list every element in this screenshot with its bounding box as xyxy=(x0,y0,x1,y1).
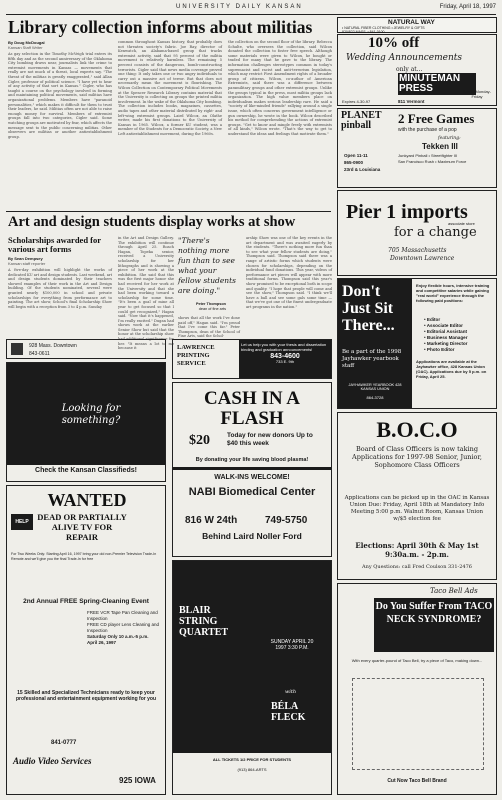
ad-lawrence-printing[interactable] xyxy=(172,339,332,379)
wanted-date: Saturday Only 10 a.m.-5 p.m. xyxy=(87,634,149,639)
bela-date: SUNDAY APRIL 20 1997 3:30 P.M. xyxy=(270,639,314,651)
taco-brand: Taco Bell Ads xyxy=(430,587,478,595)
jayhawker-headline: Don't Just Sit There... xyxy=(342,283,395,334)
taco-coupon[interactable] xyxy=(352,678,484,770)
ad-nabi-cash[interactable] xyxy=(172,382,332,557)
story1-headline: Library collection informs about militias xyxy=(8,17,313,37)
minuteman-address: 811 Vermont xyxy=(398,99,425,104)
masthead-rule xyxy=(6,14,496,15)
ad-planet-pinball[interactable] xyxy=(337,108,497,188)
cash-brand: NABI Biomedical Center xyxy=(188,486,316,498)
pinball-brand: PLANET pinball xyxy=(341,110,382,131)
ad-check-classifieds[interactable] xyxy=(6,362,166,482)
pinball-phone: 865-0900 xyxy=(344,160,364,165)
ad-bela-fleck[interactable] xyxy=(172,560,332,795)
jayhawker-dark-panel xyxy=(338,279,412,408)
taco-footer: Cut Now Taco Bell Brand xyxy=(387,778,447,784)
classifieds-text1: Looking for something? xyxy=(61,403,121,426)
pinball-game: Tekken III xyxy=(422,142,458,151)
story2-rule xyxy=(6,211,331,212)
cash-walkins: WALK-INS WELCOME! xyxy=(214,474,290,481)
jayhawker-position: • Associate Editor xyxy=(424,323,463,328)
wanted-free2: FREE CD player Lens Cleaning and Inspection xyxy=(87,622,160,633)
taco-sub: With every quarter-pound of Taco Bell, try a piece of Taco, making down... xyxy=(351,658,483,663)
printing-phone: 843-4600 xyxy=(270,353,300,360)
cash-divider xyxy=(173,467,331,470)
minuteman-line1: Wedding Announcements xyxy=(346,53,463,63)
pinball-games2: Junkyard Pinball • Streetfighter III xyxy=(398,153,458,158)
ad-boco[interactable] xyxy=(337,412,497,580)
cash-phone: 749-5750 xyxy=(265,515,308,526)
bela-footer xyxy=(173,753,331,794)
story1-byline-role: Kansan Staff Writer xyxy=(8,45,43,50)
pier1-tag2: for a change xyxy=(394,225,477,240)
story2-col2: in the Art and Design Gallery. The exhibition will continue through April 25. Roach Hagan, Topeka senior, received a University scholarship for her lithographs and is showing a piece of her work at the exhibition. She said that this was the first major honor she had received for her work at the University and that she had been working toward a scholarship for some time. "It's been a goal of mine all year to get focused so that I could get recognized," Hagan said. "Now that it's happened, I'm really excited." Dugan had shown work at the earlier Senior Show but said that the honor at the scholarship show had additional significance for her. "It means a lot to me because it xyxy=(118,236,174,351)
pull-quote-role: dean of fine arts xyxy=(198,306,226,311)
printing-panel xyxy=(239,340,331,378)
pull-quote-attr xyxy=(196,302,226,311)
boco-line3: Elections: April 30th & May 1st 9:30a.m. - 2p.m. xyxy=(355,541,479,559)
masthead xyxy=(6,4,496,14)
boco-line2: Applications can be picked up in the OAC in Kansas Union Due: Friday, April 18th at Mandatory Info Meeting 5:00 p.m. Walnut Room, Kansas Union w/$5 election fee xyxy=(344,495,490,522)
bela-prices: ALL TICKETS 1/2 PRICE FOR STUDENTS xyxy=(212,757,292,762)
jayhawker-benefits: Enjoy flexible hours, intensive training and competitive salaries while gaining "real world" experience through the following paid positions: xyxy=(416,283,490,303)
jayhawker-position: • Photo Editor xyxy=(424,347,455,352)
boco-line4: Any Questions: call Fred Coulson 331-2476 xyxy=(362,564,472,570)
pinball-offer2: with the purchase of a pop xyxy=(398,127,457,133)
ad-jayhawker[interactable] xyxy=(337,278,497,409)
story2-byline-role: Kansan staff reporter xyxy=(8,261,46,266)
story2-col3: shows that all the work I've done paid off," Hagan said. "I'm proud that I've come this far." Peter Thompson, dean of the School of Fine Arts, said the Schol- xyxy=(178,316,240,339)
cash-address: 816 W 24th xyxy=(185,515,238,526)
pull-quote-name: Peter Thompson xyxy=(196,302,226,306)
boco-title: B.O.C.O xyxy=(376,417,458,442)
story2-byline: By Sean Dempsey xyxy=(8,256,43,261)
wanted-phone: 841-0777 xyxy=(51,740,77,746)
jayhawker-office: JAYHAWKER YEARBOOK 428 KANSAS UNION xyxy=(348,383,402,391)
jayhawker-sub: Be a part of the 1998 Jayhawker yearbook staff xyxy=(342,349,402,369)
wanted-brand: Audio Video Services xyxy=(13,756,92,766)
printing-text: Let us help you with your thesis and dissertation binding and graduation announcements! xyxy=(241,342,327,352)
wanted-event: 2nd Annual FREE Spring-Cleaning Event xyxy=(23,598,149,605)
wanted-addr: 925 IOWA xyxy=(119,776,156,785)
bela-artist: BÉLA FLECK xyxy=(271,701,306,723)
story1-col2: common throughout Kansas history, that probably does not threaten society's fabric. Joe Ray, director of Kenwatch, an Alabama-based group that tracks extremist activity, said that 95 percent of the militia movement is relatively harmless. The remaining 5 percent consists of the dangerous, bomb-constructing terrorists. Cigler said that news media coverage proved one thing: It only takes one or two angry individuals to carry out a massive act of terror. But that does not necessarily mean the movement is flourishing. The Wilcox Collection on Contemporary Political Movements at the Spencer Research Library contains material that the University is collecting on groups the printed militia involvement. In the wake of the Oklahoma City bombing. The collection includes books, magazines, cassettes, audio tapes and other material distributed by right- and left-wing extremist groups. Laird Wilcox, an Olathe writer, made his first donations to the University of Kansas in 1965. Wilcox, a former KU student, was a member of the Students for a Democratic Society, a New Left antiestablishment movement, during the 1960s. xyxy=(118,40,222,136)
story1-byline: By Doug McDougal xyxy=(8,40,45,45)
taco-headline: Do You Suffer From TACO NECK SYNDROME? xyxy=(374,598,494,652)
jayhawker-apps: Applications are available at the Jayhawker office, 428 Kansas Union (OAC). Applications due by 5 p.m. on Friday, April 25. xyxy=(416,359,487,379)
jayhawker-phone: 864-3728 xyxy=(366,395,384,400)
pier1-tag1: associate store xyxy=(448,221,475,226)
wanted-sale-title: For Two Weeks Only: Starting April 16, 1997 bring your old non-Premier Television Trade-In Remote and we'll give you the final Trade-In for free xyxy=(11,552,157,561)
pier1-address: 705 Massachusetts xyxy=(388,247,447,254)
wanted-help-badge: HELP xyxy=(11,514,33,530)
printing-addr: 733 E. 9th xyxy=(275,359,295,364)
bela-phone: (913) 864-ARTS xyxy=(237,767,267,772)
cash-title: CASH IN A FLASH xyxy=(203,388,301,429)
story2-byline-block xyxy=(8,256,108,266)
story1-col3: the collection on the second floor of the library. Rebecca Schulte, who oversees the collection, said Wilcox donated the collection to foster free speech. Although some materials were given to Wilcox, he bought or traded for many that he gave to the library. The information challenges stereotypes common in today's supremacist and racist and anti-terrorism legislation, which may restrict First Amendment rights of a broader group of citizens. Wilcox, co-author of American Extremists, said there was a difference between paramilitary groups and other extremist groups. Unlike the groups typical in the press, most militia groups lack organization. The high value members place on individualism makes serious leadership rare. He said a "society of like-minded friends" rallying around a single issue, which often concerns government intelligence or gun ownership, he wrote in the book. Wilcox described his method for comprehending the actions of extremist groups. "Get to know and mingle freely with extremists of all kinds," Wilcox wrote. "That's the way to get to understand the ideas and feelings that motivate them." xyxy=(228,40,332,136)
bela-with: with xyxy=(285,689,297,695)
wanted-tagline: 15 Skilled and Specialized Technicians ready to keep your professional and entertainment equipment working for you xyxy=(15,690,156,702)
pinball-offer: 2 Free Games xyxy=(398,111,475,126)
wanted-title: WANTED xyxy=(47,490,127,510)
ad-928-mass[interactable] xyxy=(6,339,166,359)
jayhawker-position: • Marketing Director xyxy=(424,341,468,346)
classifieds-image xyxy=(7,363,165,465)
wanted-free-list xyxy=(87,610,163,646)
jayhawker-position: • Business Manager xyxy=(424,335,468,340)
pinball-hours: Open 11-11 xyxy=(344,153,368,158)
minuteman-brand: MINUTEMAN PRESS xyxy=(398,73,476,95)
masthead-date: Friday, April 18, 1997 xyxy=(439,4,496,10)
ad-natural-way[interactable] xyxy=(337,17,497,33)
pier1-brand: Pier 1 imports xyxy=(346,201,468,223)
story2-subhead: Scholarships awarded for various art forms xyxy=(8,235,101,254)
mass-phone: 843-0611 xyxy=(29,351,50,357)
mass-addr: 928 Mass. Downtown xyxy=(29,343,77,349)
minuteman-hours: 8-5:30 Monday-Friday xyxy=(462,89,491,99)
story2-pull-quote: "There's nothing more fun than to see what your fellow students are doing." xyxy=(178,236,236,295)
jayhawker-positions xyxy=(424,317,494,353)
story2-col4: arship Show was one of the key events in the art department and was awaited eagerly by the students. "There's nothing more fun than to see what your fellow students are doing," Thompson said. Thompson said there was a range of artistic forms which students were chosen for scholarships, depending on the individual fund donations. This year, videos of performance art pieces will appear with more traditional forms. Thompson said this year's show promised to be exceptional both in scope and quality. "I hope that people will come and see the show," Thompson said. "I think we'll have a ball and see some gals some time — that we've got one of the finest undergraduate art programs in the nation." xyxy=(246,236,332,309)
bela-line1: BLAIR STRING QUARTET xyxy=(179,605,229,638)
boco-line1: Board of Class Officers is now taking Applications for 1997-98 Senior, Junior, Sophomore Class Officers xyxy=(352,445,482,469)
wanted-sub: DEAD OR PARTIALLY ALIVE TV FOR REPAIR xyxy=(37,512,127,542)
pinball-location: 23rd & Louisiana xyxy=(344,167,381,172)
jayhawker-position: • Editor xyxy=(424,317,441,322)
minuteman-line2: only at... xyxy=(396,66,423,73)
store-logo-icon xyxy=(11,343,23,355)
cash-sub: By donating your life saving blood plasma! xyxy=(195,457,309,463)
jayhawker-position: • Editorial Assistant xyxy=(424,329,468,334)
wanted-free1: FREE VCR Tape Pan Cleaning and Inspection xyxy=(87,610,158,621)
natural-way-title: NATURAL WAY xyxy=(388,19,435,26)
cash-location: Behind Laird Noller Ford xyxy=(202,531,302,541)
pinball-games3: San Francisco Rush • Maximum Force xyxy=(398,159,467,164)
cash-amount: $20 xyxy=(189,433,210,448)
pinball-featuring: featuring: xyxy=(438,136,461,141)
story1-col1: As gay selection in the Timothy McVeigh trial enters its fifth day and as the second anniversary of the Oklahoma City bombing draws near, journalists link the crime to extremist movements in Kansas — movements that really are not much of a threat, local experts say. "The threat of the militias is greatly exaggerated," said Allan Cigler, professor of political science. "I have yet to hear of any activity of that sort in Kansas." Cigler, who has taught a course on the psychology involved in forming and maintaining political movements, said militias have organizational problems. Members have "paranoid personalities," which makes it difficult for them to trust their leaders, he said. Militias often are not able to raise enough money for survival. Members of extremist groups fall into two categories, Cigler said. Some watching groups are motivated by fear, which affects the message sent to the public concerning militias. Other observers are militias or another antiestablishment group. xyxy=(8,52,113,139)
masthead-title: UNIVERSITY DAILY KANSAN xyxy=(176,4,303,10)
cash-amount-text: Today for new donors Up to $40 this week xyxy=(227,432,313,447)
minuteman-expires: Expires 4-30-97 xyxy=(342,99,371,104)
pier1-district: Downtown Lawrence xyxy=(390,255,455,262)
printing-name: LAWRENCE PRINTING SERVICE xyxy=(177,344,215,367)
story2-col1: A five-day exhibition will highlight the works of dedicated KU art and design students. Last weekend, art and design students dominated by their teachers showed examples of their work in the Art and Design building. Of the students nominated, several were granted nearly $100,000 in school and private scholarships for everything from performance art to painting. The art show, School's final Scholarship Show will begin with a reception from 3 to 4 p.m. Sunday xyxy=(8,268,113,309)
natural-way-lines: • NATURAL FIBER CLOTHING • JEWELRY & GIFTS 820/822 MASS. • 841-0100 xyxy=(342,26,425,34)
wanted-date2: April 26, 1997 xyxy=(87,640,117,645)
ad-pier1[interactable] xyxy=(337,190,497,276)
ad-wanted-audio-video[interactable] xyxy=(6,485,166,795)
story1-byline-block xyxy=(8,40,108,50)
story2-headline: Art and design students display works at show xyxy=(8,214,296,230)
minuteman-percent: 10% off xyxy=(368,35,420,51)
classifieds-text2: Check the Kansan Classifieds! xyxy=(35,467,137,474)
ad-minuteman-press[interactable] xyxy=(337,34,497,106)
ad-taco-bell[interactable] xyxy=(337,583,497,795)
